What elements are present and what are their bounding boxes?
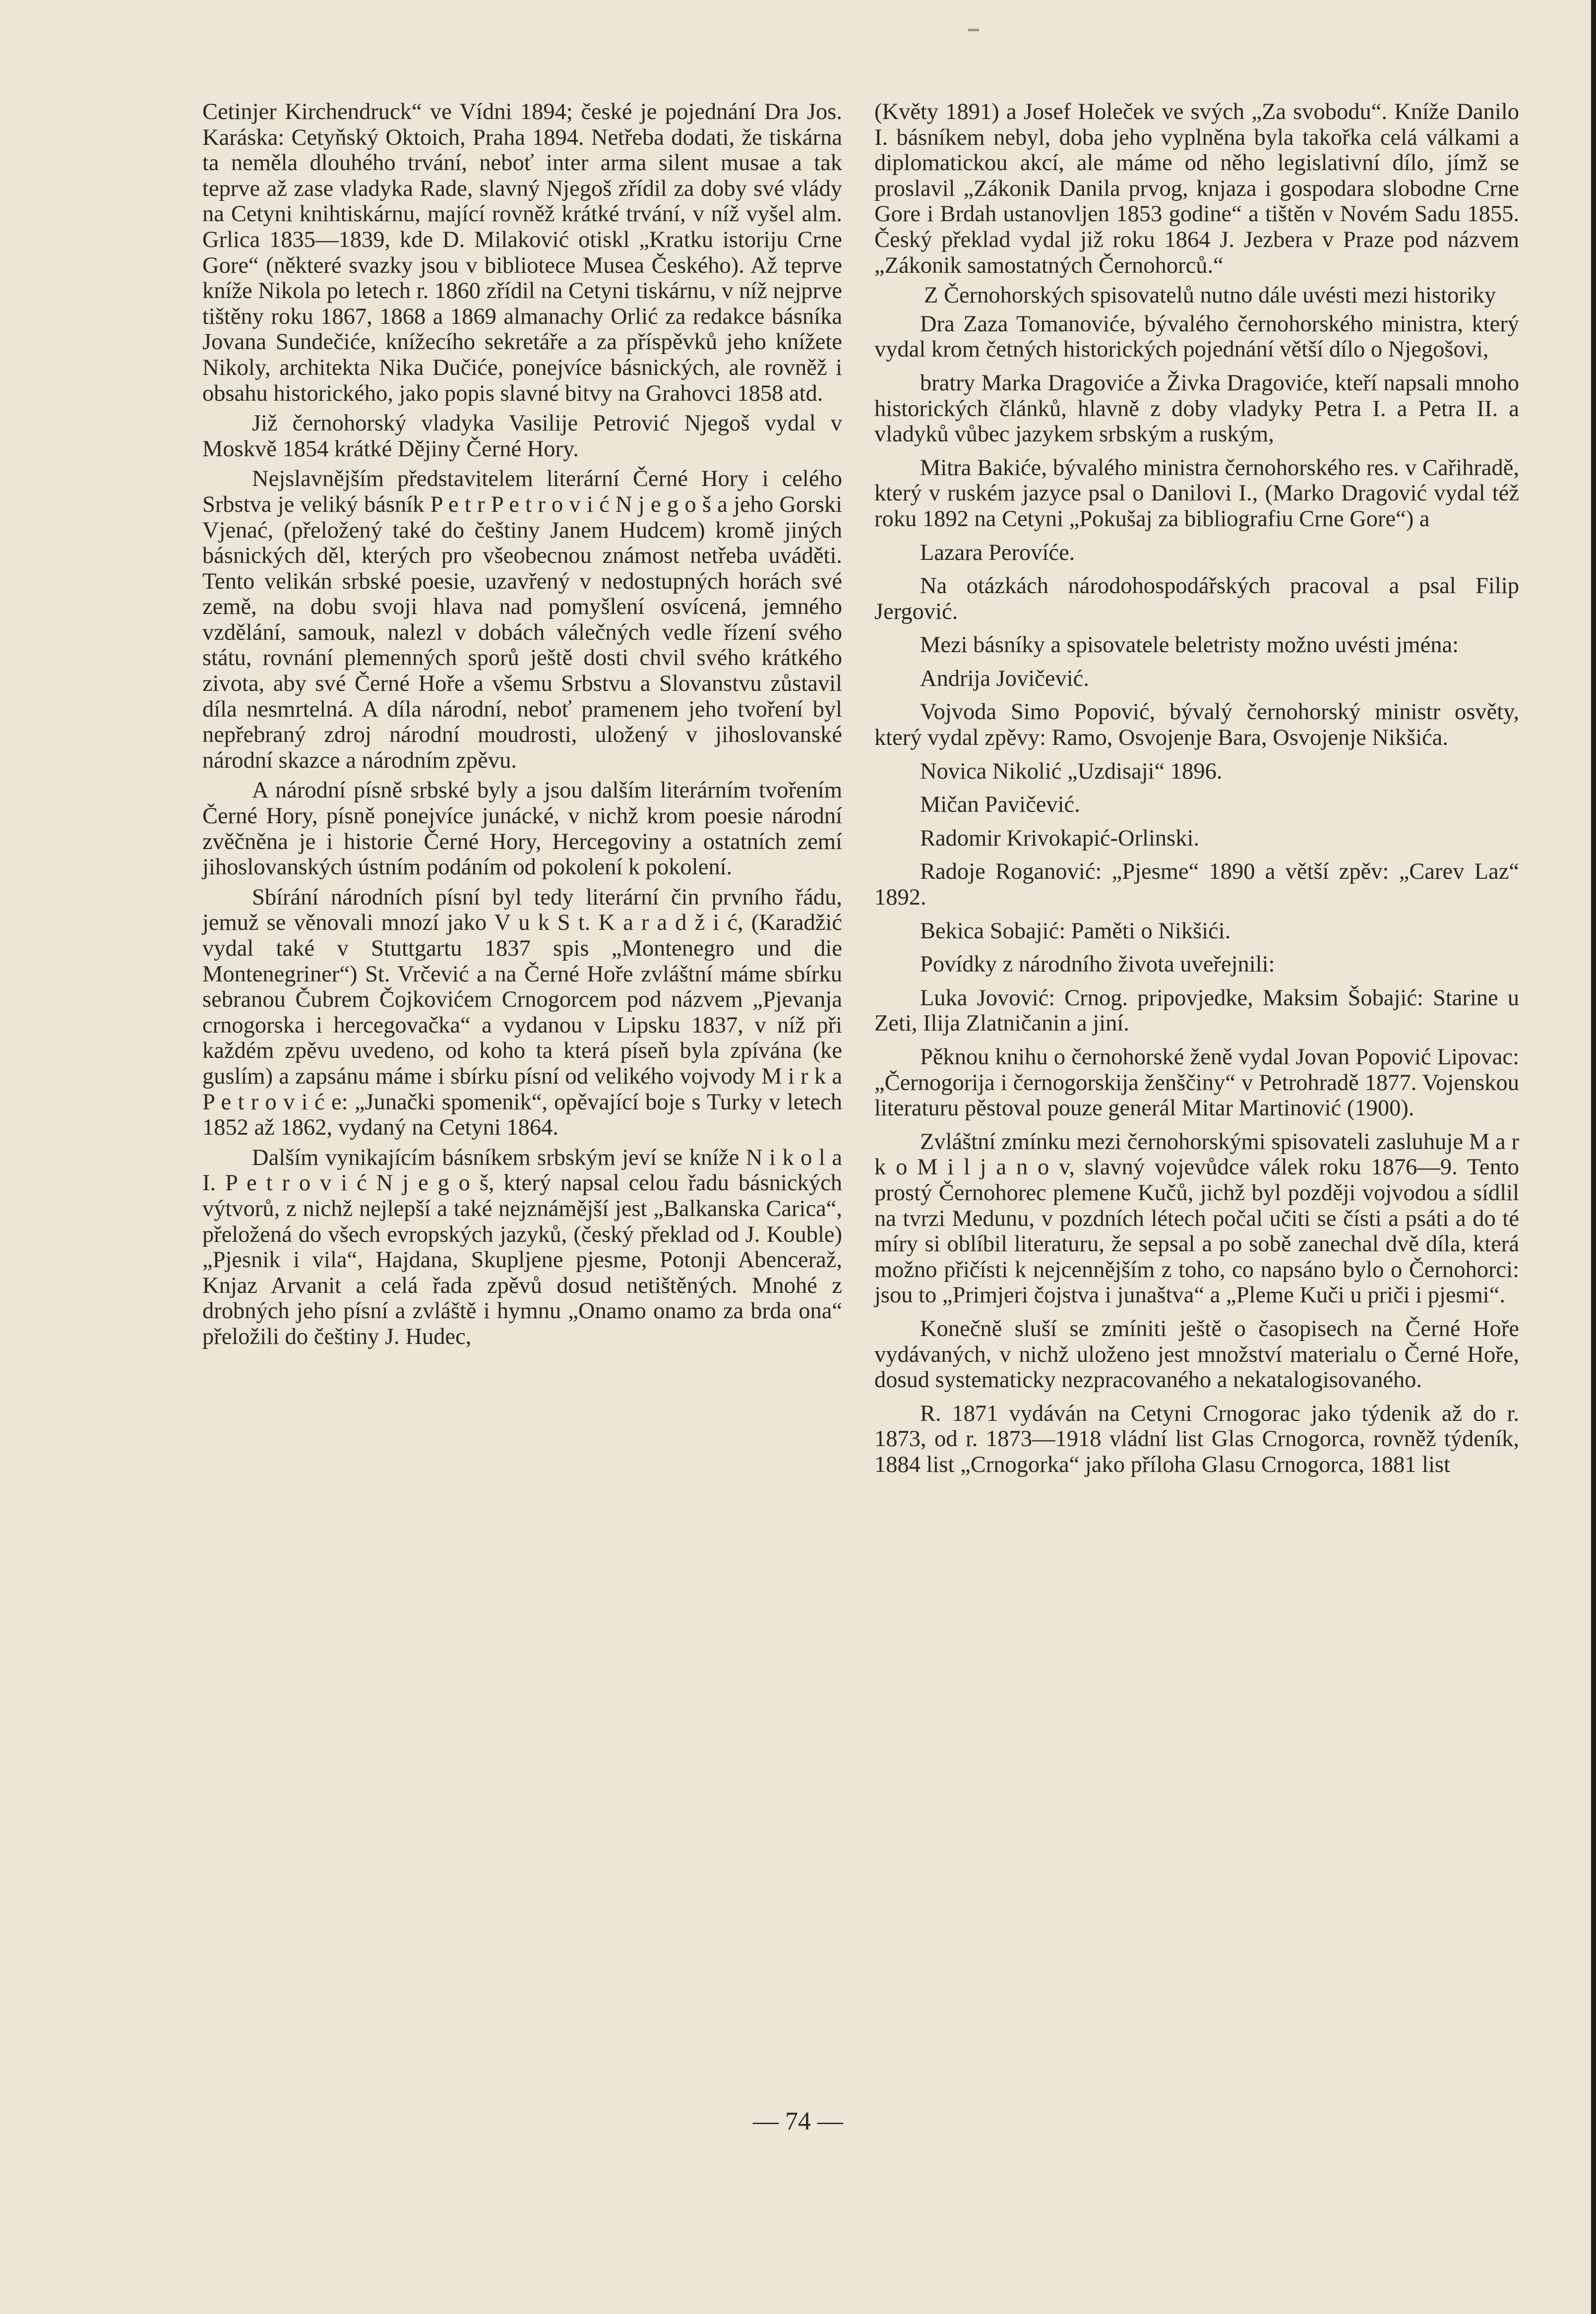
paragraph: Vojvoda Simo Popović, bývalý černohorský ministr osvěty, který vydal zpěvy: Ramo, Osvojenje Bara, Osvojenje Nikšića.	[874, 699, 1519, 751]
top-mark	[968, 29, 979, 31]
paragraph: Radoje Roganović: „Pjesme“ 1890 a větší zpěv: „Carev Laz“ 1892.	[874, 859, 1519, 911]
page-number: — 74 —	[753, 2107, 843, 2135]
paragraph: Mezi básníky a spisovatele beletristy možno uvésti jména:	[920, 632, 1459, 658]
scan-edge	[1591, 0, 1596, 2314]
left-column	[202, 99, 842, 1354]
paragraph: Zvláštní zmínku mezi černohorskými spisovateli zasluhuje M a r k o M i l j a n o v, slavný vojevůdce válek roku 1876—9. Tento prostý Černohorec plemene Kučů, jichž byl později vojvodou a sídlil na tvrzi Medunu, v pozdních létech počal učiti se čísti a psáti a do té míry si oblíbil literaturu, že sepsal a po sobě zanechal dvě díla, která možno přičísti k nejcennějším z toho, co napsáno bylo o Černohorci: jsou to „Primjeri čojstva i junaštva“ a „Pleme Kuči u priči i pjesmi“.	[874, 1129, 1519, 1308]
paragraph: R. 1871 vydáván na Cetyni Crnogorac jako týdenik až do r. 1873, od r. 1873—1918 vládní list Glas Crnogorca, rovněž týdeník, 1884 list „Crnogorka“ jako příloha Glasu Crnogorca, 1881 list	[874, 1401, 1519, 1477]
paragraph: Luka Jovović: Crnog. pripovjedke, Maksim Šobajić: Starine u Zeti, Ilija Zlatničanin a jiní.	[874, 985, 1519, 1036]
paragraph: Dra Zaza Tomanoviće, bývalého černohorského ministra, který vydal krom četných historických pojednání větší dílo o Njegošovi,	[874, 311, 1519, 363]
paragraph: Z Černohorských spisovatelů nutno dále uvésti mezi historiky	[924, 283, 1496, 308]
right-column	[874, 99, 1519, 1486]
paragraph: Nejslavnějším představitelem literární Černé Hory i celého Srbstva je veliký básník P e t r P e t r o v i ć N j e g o š a jeho Gorski Vjenać, (přeložený také do češtiny Janem Hudcem) kromě jiných básnických děl, kterých pro všeobecnou známost netřeba uváděti. Tento velikán srbské poesie, uzavřený v nedostupných horách své země, na dobu svoji hlava nad pomyšlení osvícená, jemného vzdělání, samouk, nalezl v dobách válečných vedle řízení svého státu, rovnání plemenných sporů ještě dosti chvil svého krátkého zivota, aby své Černé Hoře a všemu Srbstvu a Slovanstvu zůstavil díla nesmrtelná. A díla národní, neboť pramenem jeho tvoření byl nepřebraný zdroj národní moudrosti, uložený v jihoslovanské národní skazce a národním zpěvu.	[202, 466, 842, 773]
paragraph: Cetinjer Kirchendruck“ ve Vídni 1894; české je pojednání Dra Jos. Karáska: Cetyňský Oktoich, Praha 1894. Netřeba dodati, že tiskárna ta neměla dlouhého trvání, neboť inter arma silent musae a tak teprve až zase vladyka Rade, slavný Njegoš zřídil za doby své vlády na Cetyni knihtiskárnu, mající rovněž krátké trvání, v níž vyšel alm. Grlica 1835—1839, kde D. Milaković otiskl „Kratku istoriju Crne Gore“ (některé svazky jsou v bibliotece Musea Českého). Až teprve kníže Nikola po letech r. 1860 zřídil na Cetyni tiskárnu, v níž nejprve tištěny roku 1867, 1868 a 1869 almanachy Orlić za redakce básníka Jovana Sundečiće, knížecího sekretáře a za příspěvků jeho knížete Nikoly, architekta Nika Dučiće, ponejvíce básnických, ale rovněž i obsahu historického, jako popis slavné bitvy na Grahovci 1858 atd.	[202, 99, 842, 406]
paragraph: Povídky z národního života uveřejnili:	[920, 952, 1275, 977]
paragraph: Lazara Perovíće.	[920, 540, 1075, 565]
paragraph: Na otázkách národohospodářských pracoval a psal Filip Jergović.	[874, 573, 1519, 624]
paragraph: Bekica Sobajić: Paměti o Nikšići.	[920, 918, 1231, 944]
paragraph: Andrija Jovičević.	[920, 666, 1089, 691]
paragraph: Mitra Bakiće, bývalého ministra černohorského res. v Cařihradě, který v ruském jazyce psal o Danilovi I., (Marko Dragović vydal též roku 1892 na Cetyni „Pokušaj za bibliografiu Crne Gore“) a	[874, 455, 1519, 532]
paragraph: Již černohorský vladyka Vasilije Petrović Njegoš vydal v Moskvě 1854 krátké Dějiny Černé Hory.	[202, 411, 842, 462]
paragraph: A národní písně srbské byly a jsou dalším literárním tvořením Černé Hory, písně ponejvíce junácké, v nichž krom poesie národní zvěčněna je i historie Černé Hory, Hercegoviny a ostatních zemí jihoslovanských ústním podáním od pokolení k pokolení.	[202, 778, 842, 880]
paragraph: Novica Nikolić „Uzdisaji“ 1896.	[920, 758, 1223, 784]
paragraph: Dalším vynikajícím básníkem srbským jeví se kníže N i k o l a I. P e t r o v i ć N j e g o š, který napsal celou řadu básnických výtvorů, z nichž nejlepší a také nejznámější jest „Balkanska Carica“, přeložená do všech evropských jazyků, (český překlad od J. Kouble) „Pjesnik i vila“, Hajdana, Skupljene pjesme, Potonji Abencerаž, Knjaz Arvanit a celá řada zpěvů dosud netištěných. Mnohé z drobných jeho písní a zvláště i hymnu „Onamo onamo za brda ona“ přeložili do češtiny J. Hudec,	[202, 1145, 842, 1349]
paragraph: Mičan Pavičević.	[920, 792, 1080, 818]
paragraph: Sbírání národních písní byl tedy literární čin prvního řádu, jemuž se věnovali mnozí jako V u k S t. K a r a d ž i ć, (Karadžić vydal také v Stuttgartu 1837 spis „Montenegro und die Montenegriner“) St. Vrčević a na Černé Hoře zvláštní máme sbírku sebranou Čubrem Čojkovićem Crnogorcem pod názvem „Pjevanja crnogorska i hercegovačka“ a vydanou v Lipsku 1837, v níž při každém zpěvu uvedeno, od koho ta která píseň byla zpívána (ke guslím) a zapsánu máme i sbírku písní od velikého vojvody M i r k a P e t r o v i ć e: „Junački spomenik“, opěvající boje s Turky v letech 1852 až 1862, vydaný na Cetyni 1864.	[202, 884, 842, 1141]
paragraph: (Květy 1891) a Josef Holeček ve svých „Za svobodu“. Kníže Danilo I. básníkem nebyl, doba jeho vyplněna byla takořka celá válkami a diplomatickou akcí, ale máme od něho legislativní dílo, jímž se proslavil „Zákonik Danila prvog, knjaza i gospodara slobodne Crne Gore i Brdah ustanovljen 1853 godine“ a tištěn v Novém Sadu 1855. Český překlad vydal již roku 1864 J. Jezbera v Praze pod názvem „Zákonik samostatných Černohorců.“	[874, 99, 1519, 278]
paragraph: Konečně sluší se zmíniti ještě o časopisech na Černé Hoře vydávaných, v nichž uloženo jest množství materialu o Černé Hoře, dosud systematicky nezpracovaného a nekatalogisovaného.	[874, 1316, 1519, 1393]
paragraph: bratry Marka Dragoviće a Živka Dragoviće, kteří napsali mnoho historických článků, hlavně z doby vladyky Petra I. a Petra II. a vladyků vůbec jazykem srbským a ruským,	[874, 370, 1519, 447]
paragraph: Pěknou knihu o černohorské ženě vydal Jovan Popović Lipovac: „Černogorija i černogorskija ženščiny“ v Petrohradě 1877. Vojenskou literaturu pěstoval pouze generál Mitar Martinović (1900).	[874, 1044, 1519, 1121]
paragraph: Radomir Krivokapić-Orlinski.	[920, 825, 1200, 851]
